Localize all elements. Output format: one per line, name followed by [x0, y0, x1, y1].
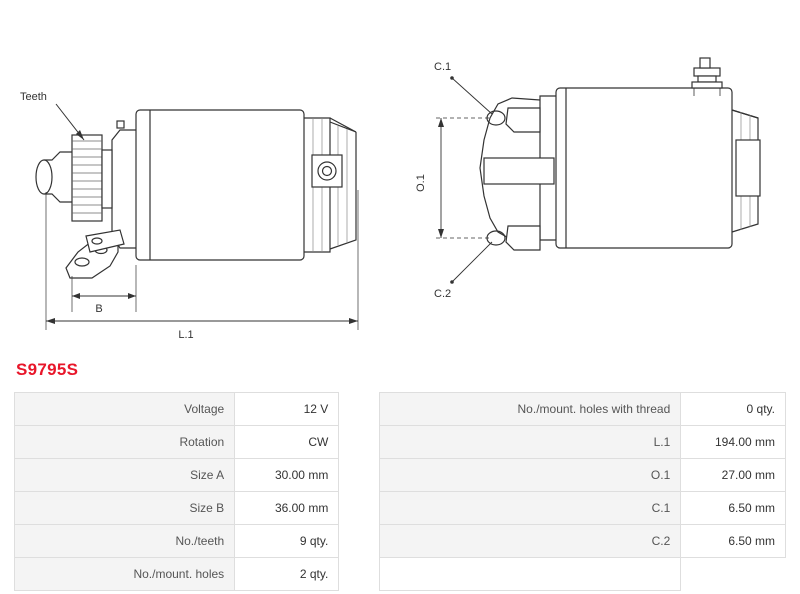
spec-value: 12 V [235, 393, 339, 426]
spec-label: Rotation [15, 426, 235, 459]
spec-label: No./mount. holes with thread [380, 393, 681, 426]
spec-blank-cell [681, 558, 786, 591]
spec-value: 30.00 mm [235, 459, 339, 492]
table-row [15, 459, 786, 492]
table-row [15, 492, 786, 525]
spec-value: 6.50 mm [681, 525, 786, 558]
motor-body-end [556, 88, 732, 248]
table-spacer [339, 426, 380, 459]
spec-label: Voltage [15, 393, 235, 426]
spec-value: 36.00 mm [235, 492, 339, 525]
mount-hole-c2 [487, 231, 505, 245]
spec-value: 9 qty. [235, 525, 339, 558]
bracket-window [484, 158, 554, 184]
spec-label: O.1 [380, 459, 681, 492]
spec-label: No./teeth [15, 525, 235, 558]
label-dim-b: B [95, 303, 103, 315]
label-dim-c1: C.1 [434, 61, 452, 73]
table-spacer [339, 525, 380, 558]
table-row [15, 558, 786, 591]
label-dim-o1: O.1 [415, 174, 427, 192]
spec-value: 6.50 mm [681, 492, 786, 525]
spec-empty-cell [380, 558, 681, 591]
specifications-table [14, 392, 786, 591]
part-number: S9795S [16, 360, 79, 379]
spec-value: 2 qty. [235, 558, 339, 591]
table-row [15, 525, 786, 558]
spec-label: C.2 [380, 525, 681, 558]
table-spacer [339, 393, 380, 426]
spec-label: No./mount. holes [15, 558, 235, 591]
table-spacer [339, 558, 380, 591]
table-spacer [339, 459, 380, 492]
spec-value: 194.00 mm [681, 426, 786, 459]
terminal-box [312, 155, 342, 187]
table-row [15, 393, 786, 426]
spec-label: L.1 [380, 426, 681, 459]
spec-label: C.1 [380, 492, 681, 525]
label-teeth: Teeth [20, 91, 47, 103]
pinion-gear [72, 135, 102, 221]
label-dim-l1: L.1 [178, 329, 194, 341]
spec-label: Size A [15, 459, 235, 492]
spec-label: Size B [15, 492, 235, 525]
label-dim-c2: C.2 [434, 288, 452, 300]
table-spacer [339, 492, 380, 525]
spec-value: CW [235, 426, 339, 459]
table-row [15, 426, 786, 459]
c2-callout-line [452, 242, 492, 282]
spec-value: 27.00 mm [681, 459, 786, 492]
spec-value: 0 qty. [681, 393, 786, 426]
c1-callout-line [452, 78, 492, 114]
motor-body-side [136, 110, 304, 260]
